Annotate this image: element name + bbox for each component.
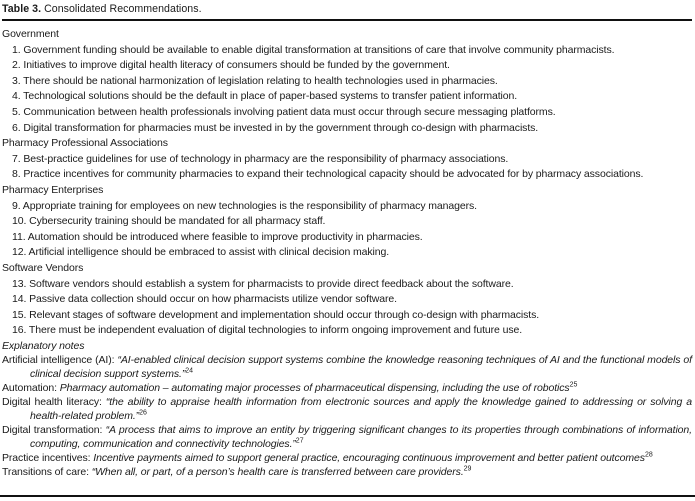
explanatory-note	[2, 395, 692, 423]
note-term: Artificial intelligence (AI):	[2, 353, 118, 366]
recommendation-item: 8. Practice incentives for community pharmacies to expand their technological capacity should be advocated for by pharmacy associations.	[12, 168, 644, 181]
section-header: Pharmacy Enterprises	[2, 183, 104, 196]
recommendation-item: 5. Communication between health professionals involving patient data must occur through secure messaging platforms.	[12, 105, 556, 118]
recommendation-item: 12. Artificial intelligence should be embraced to assist with clinical decision making.	[12, 246, 390, 259]
note-term: Transitions of care:	[2, 465, 92, 478]
bottom-rule	[0, 495, 695, 498]
recommendation-item: 14. Passive data collection should occur on how pharmacists utilize vendor software.	[12, 293, 397, 306]
reference-superscript: 24	[185, 367, 194, 375]
note-term: Automation:	[2, 381, 60, 394]
explanatory-note	[2, 353, 692, 381]
note-term: Practice incentives:	[2, 451, 94, 464]
note-definition: “A process that aims to improve an entity by triggering significant changes to its properties through combinations of information, computing, communication and connectivity technologies.”	[30, 423, 692, 450]
note-term: Digital transformation:	[2, 423, 106, 436]
reference-superscript: 29	[463, 465, 472, 473]
reference-superscript: 26	[139, 409, 147, 417]
explanatory-note	[2, 381, 692, 395]
note-definition: “When all, or part, of a person’s health care is transferred between care providers.	[91, 465, 464, 478]
recommendation-item: 9. Appropriate training for employees on new technologies is the responsibility of pharmacy managers.	[12, 199, 477, 212]
recommendation-item: 16. There must be independent evaluation of digital technologies to inform ongoing improvement and future use.	[12, 324, 523, 337]
recommendation-item: 15. Relevant stages of software development and implementation should occur through co-design with pharmacists.	[12, 308, 540, 321]
note-definition: Incentive payments aimed to support general practice, encouraging continuous improvement and better patient outcomes	[93, 451, 645, 464]
note-definition: Pharmacy automation – automating major processes of pharmaceutical dispensing, including the use of robotics	[59, 381, 570, 394]
recommendation-item: 10. Cybersecurity training should be mandated for all pharmacy staff.	[12, 215, 326, 228]
explanatory-note	[2, 423, 692, 451]
note-definition: “the ability to appraise health information from electronic sources and apply the knowledge gained to addressing or solving a health-related problem.”	[30, 395, 692, 422]
table-caption	[2, 3, 692, 16]
recommendation-item: 4. Technological solutions should be the default in place of paper-based systems to transfer patient information.	[12, 90, 518, 103]
reference-superscript: 28	[644, 451, 653, 459]
explanatory-note	[2, 465, 692, 479]
reference-superscript: 27	[295, 437, 304, 445]
recommendation-item: 6. Digital transformation for pharmacies must be invested in by the government through co-design with pharmacists.	[12, 121, 539, 134]
recommendation-item: 1. Government funding should be available to enable digital transformation at transitions of care that involve community pharmacists.	[12, 43, 615, 56]
recommendation-item: 2. Initiatives to improve digital health literacy of consumers should be funded by the government.	[12, 59, 450, 72]
recommendation-item: 3. There should be national harmonization of legislation relating to health technologies used in pharmacies.	[12, 74, 498, 87]
explanatory-notes-header: Explanatory notes	[2, 339, 85, 352]
section-header: Software Vendors	[2, 261, 84, 274]
note-definition: “AI-enabled clinical decision support systems combine the knowledge reasoning techniques of AI and the functional models of clinical decision support systems.”	[30, 353, 692, 380]
table-body	[2, 21, 692, 479]
recommendation-item: 11. Automation should be introduced where feasible to improve productivity in pharmacies.	[12, 230, 423, 243]
section-header: Pharmacy Professional Associations	[2, 137, 168, 150]
section-header: Government	[2, 28, 59, 40]
recommendation-item: 7. Best-practice guidelines for use of technology in pharmacy are the responsibility of pharmacy associations.	[12, 152, 509, 165]
table-caption-text: Consolidated Recommendations.	[44, 3, 202, 15]
note-term: Digital health literacy:	[2, 395, 106, 408]
recommendation-item: 13. Software vendors should establish a system for pharmacists to provide direct feedback about the software.	[12, 277, 514, 290]
reference-superscript: 25	[569, 381, 578, 389]
explanatory-note	[2, 451, 692, 465]
table-number: Table 3.	[2, 3, 42, 15]
